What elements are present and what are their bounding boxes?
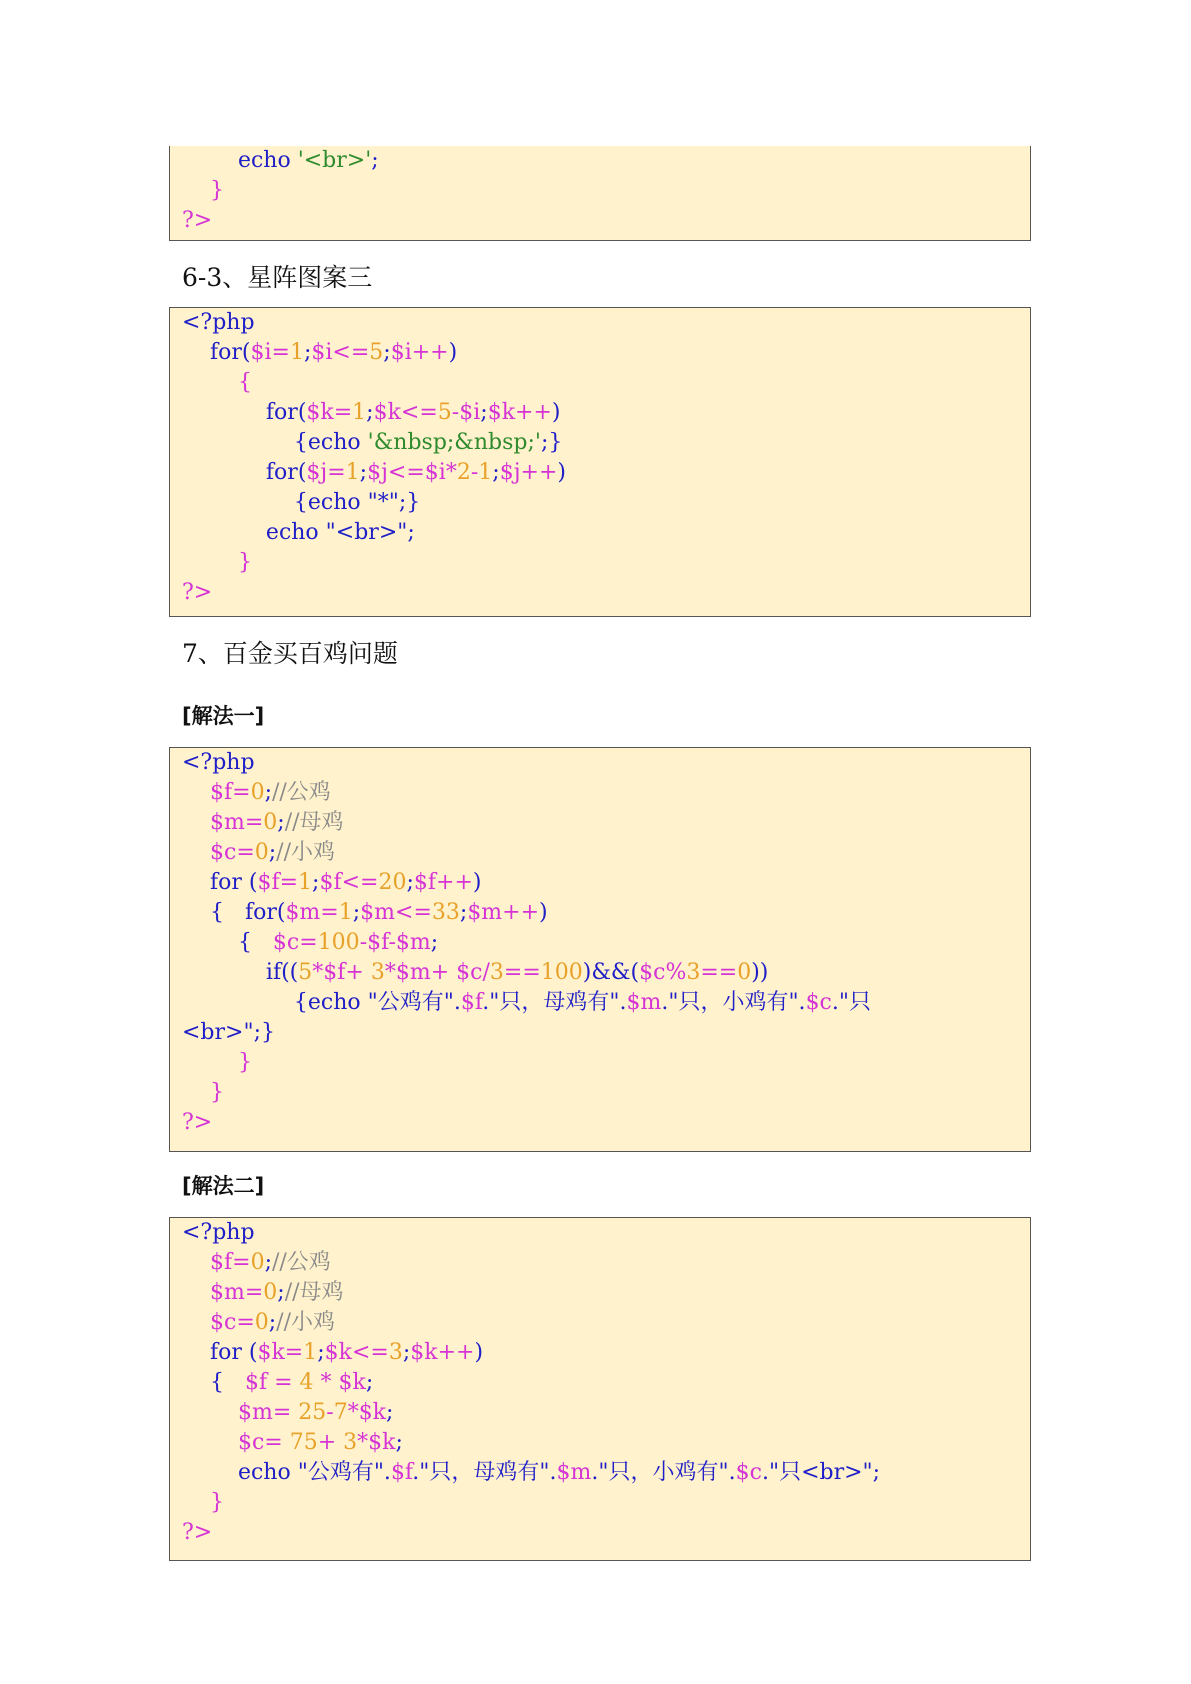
code-token: <=	[395, 900, 432, 925]
code-line	[182, 488, 1030, 518]
code-token: 100	[540, 960, 583, 985]
code-token: '<br>'	[297, 148, 372, 173]
code-line	[182, 1428, 1030, 1458]
code-line	[182, 518, 1030, 548]
code-token: <=	[400, 400, 438, 425]
code-token: ;	[402, 1340, 411, 1365]
code-token: <=	[351, 1340, 389, 1365]
code-token: 20	[378, 870, 407, 895]
code-token: =	[327, 460, 346, 485]
code-token: )	[557, 460, 566, 485]
code-token: 1	[303, 1340, 318, 1365]
code-token: {echo "*";}	[182, 490, 421, 515]
code-line	[182, 308, 1030, 338]
code-token: *	[357, 1430, 369, 1455]
code-token: $k++	[410, 1340, 475, 1365]
code-line	[182, 748, 1030, 778]
code-token	[182, 840, 210, 865]
code-line	[182, 898, 1030, 928]
code-token: =	[244, 810, 264, 835]
code-token: )	[539, 900, 548, 925]
code-token: $i++	[390, 340, 449, 365]
code-token: )	[551, 400, 561, 425]
code-token: echo "<br>";	[182, 520, 415, 545]
code-token: ;	[268, 840, 277, 865]
code-line	[182, 778, 1030, 808]
code-token: '&nbsp;&nbsp;'	[367, 430, 541, 455]
code-token: ;	[264, 780, 272, 805]
code-token: ==	[700, 960, 738, 985]
code-token: <br>";}	[182, 1020, 275, 1045]
code-token: -	[359, 930, 368, 955]
code-token: )	[474, 1340, 484, 1365]
code-token: 0	[254, 1310, 269, 1335]
code-token: ;	[371, 148, 379, 173]
code-line	[182, 338, 1030, 368]
code-token: }	[182, 1080, 224, 1105]
code-token: ;	[395, 1430, 403, 1455]
code-token	[182, 1280, 210, 1305]
code-token: 1	[298, 870, 313, 895]
code-token: $m	[209, 810, 245, 835]
code-token: $f	[257, 870, 280, 895]
code-line	[182, 146, 1030, 176]
code-token: )	[448, 340, 458, 365]
code-token: 3	[686, 960, 701, 985]
code-token: =	[272, 1400, 299, 1425]
code-token: 25	[298, 1400, 327, 1425]
code-line	[182, 838, 1030, 868]
code-token: $k	[358, 1400, 387, 1425]
code-token: =	[320, 900, 339, 925]
code-token: =	[279, 870, 299, 895]
code-token: 5	[437, 400, 452, 425]
code-token: }	[182, 550, 252, 575]
code-token: +	[430, 960, 457, 985]
code-block-6-2-tail	[169, 146, 1031, 241]
code-token: 3	[370, 960, 385, 985]
code-token	[182, 1430, 238, 1455]
code-token: ;}	[540, 430, 563, 455]
code-token	[182, 810, 210, 835]
code-line	[182, 958, 1030, 988]
code-token	[182, 1310, 210, 1335]
code-token: ;	[277, 1280, 285, 1305]
code-token: $j	[306, 460, 328, 485]
code-token: ."只，小鸡有".	[661, 990, 806, 1015]
code-line	[182, 1488, 1030, 1518]
subheading-solution-2: [解法二]	[182, 1174, 265, 1198]
code-token: ;	[352, 900, 361, 925]
code-token: $m	[209, 1280, 245, 1305]
code-token: 2	[456, 460, 471, 485]
code-token: =	[267, 1370, 300, 1395]
code-token: *	[313, 1370, 339, 1395]
code-token: ;	[430, 930, 439, 955]
code-token: ;	[383, 340, 391, 365]
code-token: ."只，小鸡有".	[591, 1460, 736, 1485]
code-token: *	[312, 960, 324, 985]
code-token: 0	[250, 1250, 265, 1275]
code-line	[182, 1018, 1030, 1048]
code-token: for(	[182, 400, 307, 425]
code-token: 0	[737, 960, 752, 985]
code-token: echo "公鸡有".	[182, 1460, 391, 1485]
code-token: ;	[268, 1310, 277, 1335]
code-token: <=	[387, 460, 425, 485]
code-token: /	[482, 960, 490, 985]
heading-6-3: 6-3、星阵图案三	[182, 263, 373, 292]
code-token: =	[244, 1280, 264, 1305]
code-token: $f	[319, 870, 342, 895]
code-token: ;	[492, 460, 500, 485]
code-token: {	[182, 930, 273, 955]
code-token: ?>	[182, 208, 213, 233]
code-token: $c	[237, 1430, 265, 1455]
code-token: +	[317, 1430, 344, 1455]
code-token	[182, 780, 210, 805]
code-token: )&&(	[582, 960, 640, 985]
code-token: $c	[639, 960, 666, 985]
code-token: $m	[237, 1400, 273, 1425]
code-line	[182, 1338, 1030, 1368]
code-token: {	[182, 370, 252, 395]
code-token: $f	[209, 780, 233, 805]
code-token: =	[232, 1250, 251, 1275]
code-token: ?>	[182, 1110, 213, 1135]
code-token: =	[236, 1310, 255, 1335]
code-token: { for(	[182, 900, 286, 925]
code-line	[182, 1048, 1030, 1078]
code-token: $m++	[467, 900, 540, 925]
code-line	[182, 1518, 1030, 1548]
code-line	[182, 398, 1030, 428]
code-block-solution-2	[169, 1217, 1031, 1561]
code-token: 0	[254, 840, 269, 865]
code-line	[182, 206, 1030, 236]
code-token: $m	[626, 990, 662, 1015]
code-token: *	[384, 960, 396, 985]
code-token: ;	[386, 1400, 394, 1425]
code-token: <?php	[182, 750, 255, 775]
code-line	[182, 1398, 1030, 1428]
code-line	[182, 928, 1030, 958]
code-token: }	[182, 178, 224, 203]
code-token: $f	[367, 930, 389, 955]
code-line	[182, 808, 1030, 838]
code-token: ;	[365, 1370, 374, 1395]
code-token: $f	[323, 960, 346, 985]
code-line	[182, 578, 1030, 608]
code-token: <=	[341, 870, 379, 895]
code-token: -	[326, 1400, 334, 1425]
code-token: ?>	[182, 580, 213, 605]
code-token: //公鸡	[271, 780, 331, 805]
code-token: }	[182, 1490, 224, 1515]
code-token: //母鸡	[284, 1280, 344, 1305]
code-token: echo	[182, 148, 298, 173]
code-token: <=	[332, 340, 370, 365]
code-token: %	[665, 960, 687, 985]
code-token: 1	[345, 460, 360, 485]
code-token: $c	[209, 1310, 237, 1335]
code-token: $f++	[413, 870, 473, 895]
code-token: $k++	[487, 400, 552, 425]
code-token: $m	[395, 930, 431, 955]
code-token: ;	[480, 400, 488, 425]
code-token: ."只	[831, 990, 872, 1015]
code-token: //小鸡	[276, 840, 335, 865]
code-token: ."只，母鸡有".	[412, 1460, 557, 1485]
code-token: ;	[317, 1340, 325, 1365]
code-token: =	[299, 930, 318, 955]
code-line	[182, 1108, 1030, 1138]
code-token: ;	[366, 400, 374, 425]
code-token: {echo	[182, 430, 368, 455]
code-token: =	[264, 1430, 290, 1455]
code-line	[182, 1458, 1030, 1488]
code-token: $i	[250, 340, 272, 365]
code-token: 0	[263, 1280, 278, 1305]
code-line	[182, 988, 1030, 1018]
code-token: $k	[368, 1430, 396, 1455]
code-token: <?php	[182, 310, 255, 335]
code-token: 1	[338, 900, 353, 925]
code-token: 75	[289, 1430, 318, 1455]
code-token: ;	[277, 810, 285, 835]
subheading-solution-1: [解法一]	[182, 704, 265, 728]
code-token: 5	[369, 340, 384, 365]
code-token: $j	[367, 460, 388, 485]
code-token: +	[345, 960, 371, 985]
code-line	[182, 1248, 1030, 1278]
code-token: ))	[751, 960, 769, 985]
code-token: -	[470, 460, 479, 485]
code-token: 3	[343, 1430, 358, 1455]
code-token: 4	[299, 1370, 314, 1395]
code-token: {echo "公鸡有".	[182, 990, 461, 1015]
code-token: ;	[312, 870, 320, 895]
code-token: $m	[360, 900, 396, 925]
code-token: //母鸡	[284, 810, 344, 835]
code-token: ?>	[182, 1520, 213, 1545]
code-token: for (	[182, 1340, 258, 1365]
code-token: 0	[250, 780, 265, 805]
code-token: }	[182, 1050, 252, 1075]
code-token: $j++	[499, 460, 558, 485]
code-token: $f	[390, 1460, 413, 1485]
code-token: ;	[406, 870, 414, 895]
code-token: for(	[182, 460, 307, 485]
code-token: ==	[503, 960, 541, 985]
code-token: 3	[489, 960, 504, 985]
code-token: //公鸡	[271, 1250, 331, 1275]
code-line	[182, 428, 1030, 458]
code-line	[182, 868, 1030, 898]
code-token: *	[445, 460, 457, 485]
code-token: <?php	[182, 1220, 255, 1245]
heading-7: 7、百金买百鸡问题	[182, 639, 398, 668]
code-token: $f	[460, 990, 483, 1015]
code-token: $m	[285, 900, 321, 925]
code-token: =	[236, 840, 255, 865]
code-token: 33	[431, 900, 460, 925]
code-token: $k	[324, 1340, 352, 1365]
code-token: $f	[244, 1370, 268, 1395]
code-token: 7	[333, 1400, 348, 1425]
code-token: $k	[373, 400, 401, 425]
code-token: ;	[264, 1250, 272, 1275]
code-token: =	[232, 780, 251, 805]
code-token: )	[472, 870, 482, 895]
code-token: $c	[456, 960, 483, 985]
code-line	[182, 1308, 1030, 1338]
code-token: =	[271, 340, 290, 365]
code-token: ."只<br>";	[761, 1460, 881, 1485]
code-line	[182, 176, 1030, 206]
code-token: =	[333, 400, 353, 425]
code-token: $f	[209, 1250, 233, 1275]
code-line	[182, 458, 1030, 488]
code-token: 0	[263, 810, 278, 835]
code-token: $i	[459, 400, 481, 425]
code-token: for(	[182, 340, 251, 365]
code-line	[182, 1218, 1030, 1248]
code-token: 3	[388, 1340, 403, 1365]
code-token: $i	[424, 460, 446, 485]
code-token: $m	[395, 960, 431, 985]
code-line	[182, 1078, 1030, 1108]
code-line	[182, 548, 1030, 578]
code-token: $i	[311, 340, 333, 365]
code-token: $k	[257, 1340, 285, 1365]
code-token: =	[284, 1340, 304, 1365]
code-line	[182, 368, 1030, 398]
code-token: *	[347, 1400, 359, 1425]
code-token: 1	[478, 460, 493, 485]
code-token: $k	[306, 400, 334, 425]
code-token: -	[451, 400, 460, 425]
code-token: 100	[317, 930, 360, 955]
code-token: 5	[298, 960, 313, 985]
code-block-6-3	[169, 307, 1031, 617]
code-line	[182, 1278, 1030, 1308]
code-token: for (	[182, 870, 258, 895]
code-token: $m	[556, 1460, 592, 1485]
code-token: ;	[303, 340, 312, 365]
code-token: if((	[182, 960, 299, 985]
code-token: 1	[289, 340, 304, 365]
code-block-solution-1	[169, 747, 1031, 1152]
code-token: $k	[338, 1370, 366, 1395]
code-token	[182, 1250, 210, 1275]
code-token: $c	[735, 1460, 762, 1485]
code-token: $c	[272, 930, 300, 955]
code-token: -	[388, 930, 396, 955]
code-token: 1	[352, 400, 367, 425]
code-token	[182, 1400, 238, 1425]
code-token: ;	[359, 460, 368, 485]
code-token: $c	[805, 990, 832, 1015]
code-token: ;	[459, 900, 468, 925]
code-token: //小鸡	[276, 1310, 335, 1335]
code-line	[182, 1368, 1030, 1398]
code-token: ."只，母鸡有".	[482, 990, 627, 1015]
code-token: {	[182, 1370, 245, 1395]
code-token: $c	[209, 840, 237, 865]
